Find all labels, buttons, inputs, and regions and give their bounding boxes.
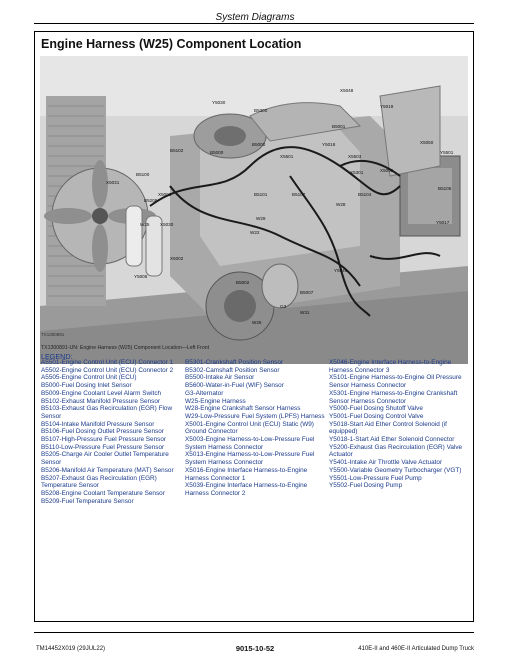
legend-item: B5205-Charge Air Cooler Outlet Temperature Sensor [41, 451, 169, 467]
callout-label: Y5019 [380, 104, 394, 109]
callout-label: B5000 [210, 150, 224, 155]
legend-item: B5102-Exhaust Manifold Pressure Sensor [41, 397, 161, 405]
footer-product: 410E-II and 460E-II Articulated Dump Truck [358, 646, 474, 652]
footer-doc-id: TM14452X019 (29JUL22) [36, 646, 106, 652]
callout-label: Y5501 [440, 150, 454, 155]
callout-label: B5105 [438, 186, 452, 191]
callout-label: W29 [256, 216, 266, 221]
legend-item: Y5401-Intake Air Throttle Valve Actuator [329, 459, 443, 467]
legend-item: B5104-Intake Manifold Pressure Sensor [41, 420, 155, 428]
legend-item: Y5001-Fuel Dosing Control Valve [329, 412, 424, 420]
legend-title: LEGEND: [41, 352, 73, 361]
legend-item: Y5502-Fuel Dosing Pump [329, 482, 403, 490]
legend-item: B5207-Exhaust Gas Recirculation (EGR) Temperature Sensor [41, 474, 157, 490]
legend-item: X5013-Engine Harness-to-Low-Pressure Fuel System Harness Connector [185, 451, 315, 467]
legend [41, 359, 469, 505]
callout-label: X5301 [350, 170, 364, 175]
legend-column-1 [41, 359, 181, 505]
callout-label: B5107 [292, 192, 306, 197]
content-box [34, 31, 474, 622]
callout-label: B5100 [136, 172, 150, 177]
callout-label: Y5017 [436, 220, 450, 225]
footer-rule [34, 632, 474, 633]
legend-item: Y5500-Variable Geometry Turbocharger (VGT) [329, 466, 462, 474]
figure-id: TX1300891 [41, 332, 65, 337]
callout-label: Y5040 [334, 268, 348, 273]
legend-item: Y5000-Fuel Dosing Shutoff Valve [329, 405, 423, 413]
legend-item: X5101-Engine Harness-to-Engine Oil Pressure Sensor Harness Connector [329, 374, 462, 390]
legend-item: X5001-Engine Control Unit (ECU) Static (W9) Ground Connector [185, 420, 314, 436]
legend-item: X5039-Engine Interface Harness-to-Engine Harness Connector 2 [185, 482, 308, 497]
legend-item: G3-Alternator [185, 389, 224, 397]
callout-label: X5501 [280, 154, 294, 159]
legend-item: Y5200-Exhaust Gas Recirculation (EGR) Valve Actuator [329, 443, 463, 459]
callout-label: X5050 [420, 140, 434, 145]
callout-label: Y5006 [134, 274, 148, 279]
callout-label: B5101 [254, 192, 268, 197]
legend-item: B5208-Engine Coolant Temperature Sensor [41, 489, 165, 497]
header-rule [34, 23, 474, 24]
callout-label: Y5018 [322, 142, 336, 147]
callout-label: X5005 [380, 168, 394, 173]
callout-label: Y5030 [212, 100, 226, 105]
legend-item: B5600-Water-in-Fuel (WIF) Sensor [185, 382, 284, 390]
page-title: Engine Harness (W25) Component Location [41, 37, 302, 51]
callout-label: W22 [250, 230, 260, 235]
callout-label: B5002 [236, 280, 250, 285]
callout-label: W26 [252, 320, 262, 325]
callout-label: B5209 [144, 198, 158, 203]
callout-label: B5000 [252, 142, 266, 147]
callout-label: X5503 [348, 154, 362, 159]
engine-harness-figure [40, 56, 468, 364]
legend-item: W29-Low-Pressure Fuel System (LPFS) Harness [185, 412, 325, 420]
legend-item: A5505-Engine Control Unit (ECU) [41, 374, 137, 382]
legend-item: X5046-Engine Interface Harness-to-Engine Harness Connector 3 [329, 359, 452, 374]
callout-label: B5300 [254, 108, 268, 113]
footer-page-number: 9015-10-52 [235, 644, 275, 653]
callout-label: W25 [140, 222, 150, 227]
callout-label: G3 [280, 304, 287, 309]
callout-label: B5104 [358, 192, 372, 197]
callout-label: B5007 [300, 290, 314, 295]
legend-item: X5301-Engine Harness-to-Engine Crankshaft Sensor Harness Connector [329, 389, 458, 405]
callout-label: X5031 [106, 180, 120, 185]
legend-item: B5107-High-Pressure Fuel Pressure Sensor [41, 436, 167, 444]
legend-item: B5106-Fuel Dosing Outlet Pressure Sensor [41, 428, 164, 436]
legend-item: B5500-Intake Air Sensor [185, 374, 255, 382]
callout-label: X5002 [170, 256, 184, 261]
callout-label: W28 [336, 202, 346, 207]
legend-column-3 [329, 359, 469, 505]
section-header: System Diagrams [215, 12, 295, 23]
callout-label: B5001 [332, 124, 346, 129]
callout-label: X5048 [340, 88, 354, 93]
legend-item: W28-Engine Crankshaft Sensor Harness [185, 405, 301, 413]
legend-item: B5302-Camshaft Position Sensor [185, 366, 280, 374]
callout-label: W31 [300, 310, 310, 315]
legend-item: B5103-Exhaust Gas Recirculation (EGR) Flow Sensor [41, 405, 173, 420]
legend-item: X5016-Engine Interface Harness-to-Engine Harness Connector 1 [185, 466, 308, 482]
legend-item: B5009-Engine Coolant Level Alarm Switch [41, 389, 162, 397]
legend-item: Y5018-1-Start Aid Ether Solenoid Connector [329, 436, 455, 444]
legend-item: A5501-Engine Control Unit (ECU) Connector 1 [41, 359, 174, 366]
legend-item: B5301-Crankshaft Position Sensor [185, 359, 284, 366]
legend-item: Y5501-Low-Pressure Fuel Pump [329, 474, 422, 482]
legend-item: B5209-Fuel Temperature Sensor [41, 497, 134, 505]
legend-column-2 [185, 359, 325, 505]
legend-item: A5502-Engine Control Unit (ECU) Connector 2 [41, 366, 174, 374]
legend-item: X5003-Engine Harness-to-Low-Pressure Fuel System Harness Connector [185, 436, 315, 451]
figure-caption: TX1300891-UN: Engine Harness (W25) Component Location—Left Front [41, 345, 210, 351]
callout-label: B5102 [170, 148, 184, 153]
legend-item: Y5018-Start Aid Ether Control Solenoid (if equipped) [329, 420, 447, 436]
legend-item: B5206-Manifold Air Temperature (MAT) Sensor [41, 466, 174, 474]
legend-item: B5110-Low-Pressure Fuel Pressure Sensor [41, 443, 165, 451]
legend-item: W25-Engine Harness [185, 397, 246, 405]
callout-label: X5030 [160, 222, 174, 227]
legend-item: B5000-Fuel Dosing Inlet Sensor [41, 382, 132, 390]
callout-label: X5001 [158, 192, 172, 197]
